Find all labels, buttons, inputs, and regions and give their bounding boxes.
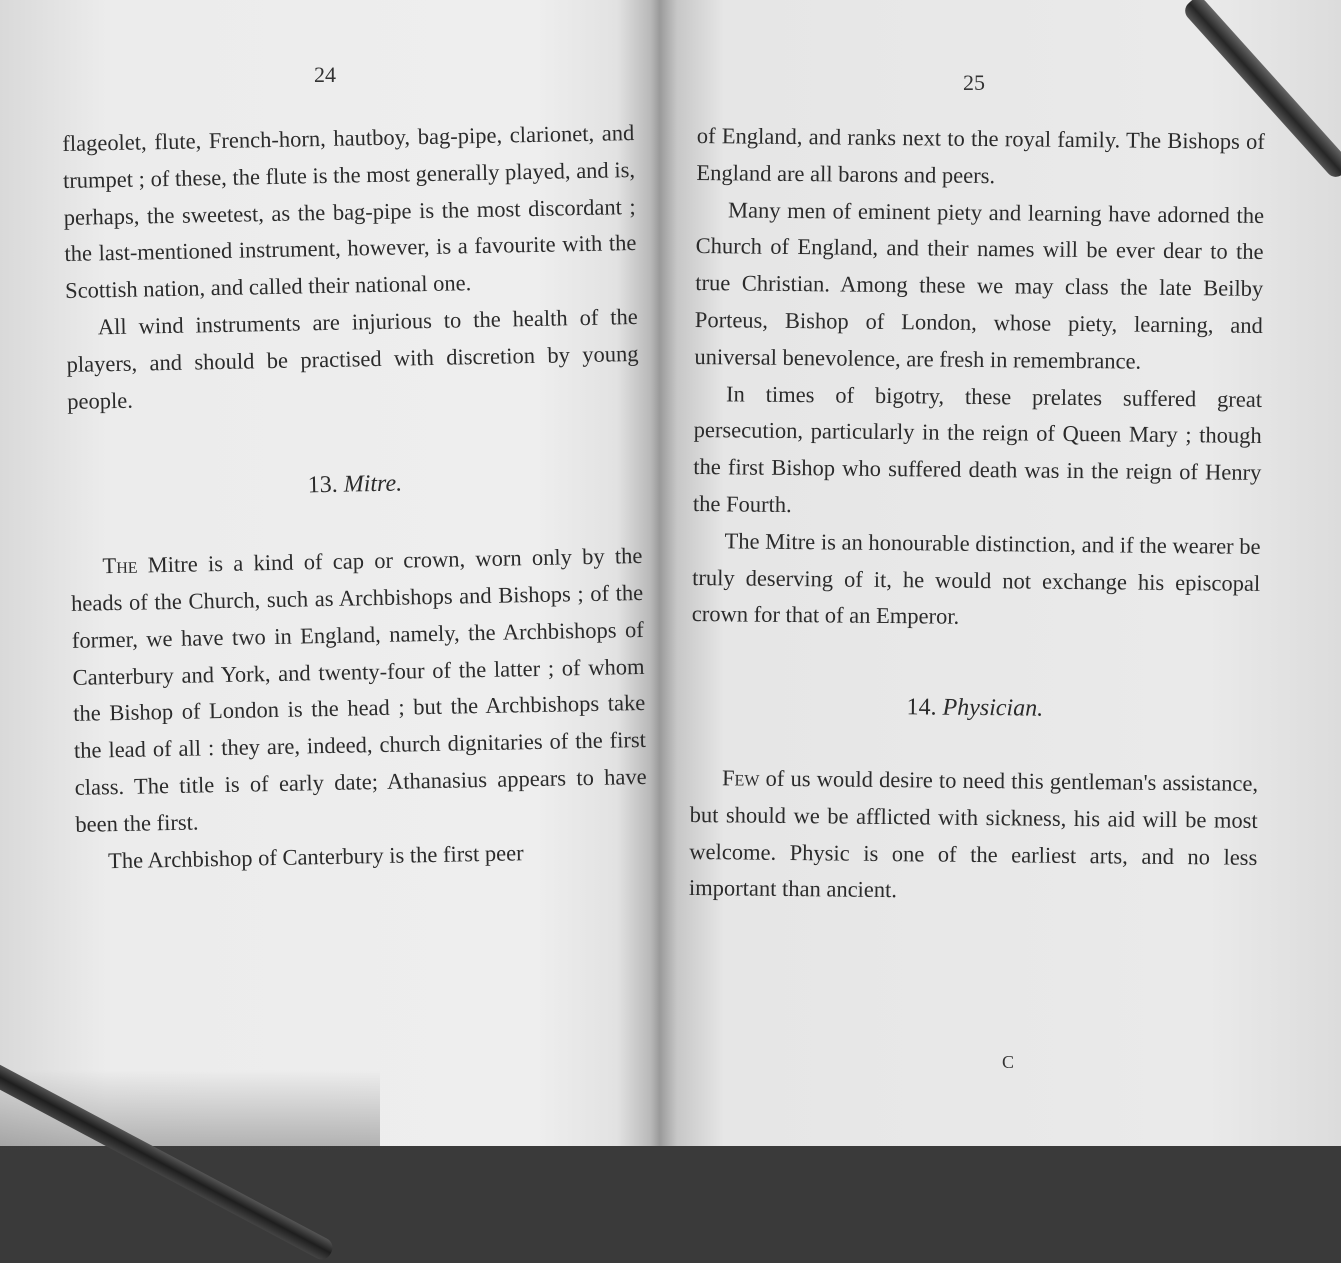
bigotry-paragraph: In times of bigotry, these prelates suffered great persecution, particularly in the reign of Queen Mary ; though the first Bishop who suffered death was in the reign of Henry the Fourth. [692,380,1263,517]
section-heading-mitre [69,461,642,509]
signature-mark: C [1002,1052,1015,1072]
right-page-text [689,118,1265,913]
section-number: 13. [307,472,338,499]
intro-paragraph: flageolet, flute, French-horn, hautboy, bag-pipe, clarionet, and trumpet ; of these, the flute is the most generally played, and is, perhaps, the sweetest, as the bag-pipe is the most discordant ; the last-mentioned instrument, however, is a favourite with the Scottish nation, and called their national one. [62,120,637,304]
mitre-paragraph [70,538,648,843]
left-page [0,0,655,1146]
physician-lead-word: Few [721,765,760,791]
page-number-left: 24 [314,62,336,87]
continuation-paragraph: of England, and ranks next to the royal family. The Bishops of England are all barons and peers. [696,122,1265,188]
canterbury-paragraph: The Archbishop of Canterbury is the first peer [107,839,524,873]
piety-paragraph: Many men of eminent piety and learning have adorned the Church of England, and their names will be ever dear to the true Christian. Among these we may class the late Beilby Porteus, Bishop of London, whose piety, learning, and universal benevolence, are fresh in remembrance. [694,196,1265,374]
distinction-paragraph: The Mitre is an honourable distinction, and if the wearer be truly deserving of it, he would not exchange his episcopal crown for that of an Emperor. [691,528,1261,630]
section-heading-physician [691,687,1259,730]
section-number: 14. [906,694,937,721]
section-title: Physician. [942,694,1044,722]
wind-instruments-paragraph: All wind instruments are injurious to the health of the players, and should be practised with discretion by young people. [66,303,639,414]
physician-paragraph [689,760,1259,913]
page-number-right: 25 [963,70,985,95]
mitre-paragraph-text: Mitre is a kind of cap or crown, worn only by the heads of the Church, such as Archbishops and Bishops ; of the former, we have two in England, namely, the Archbishops of Canterbury and York, and twenty-four of the latter ; of whom the Bishop of London is the head ; but the Archbishops take the lead of all : they are, indeed, church dignitaries of the first class. The title is of early date; Athanasius appears to have been the first. [70,543,647,837]
left-page-text [62,115,648,880]
mitre-lead-word: The [102,552,138,579]
physician-paragraph-text: of us would desire to need this gentleman's assistance, but should we be afflicted with sickness, his aid will be most welcome. Physic is one of the earliest arts, and no less important than ancient. [688,765,1259,903]
section-title: Mitre. [343,470,403,499]
